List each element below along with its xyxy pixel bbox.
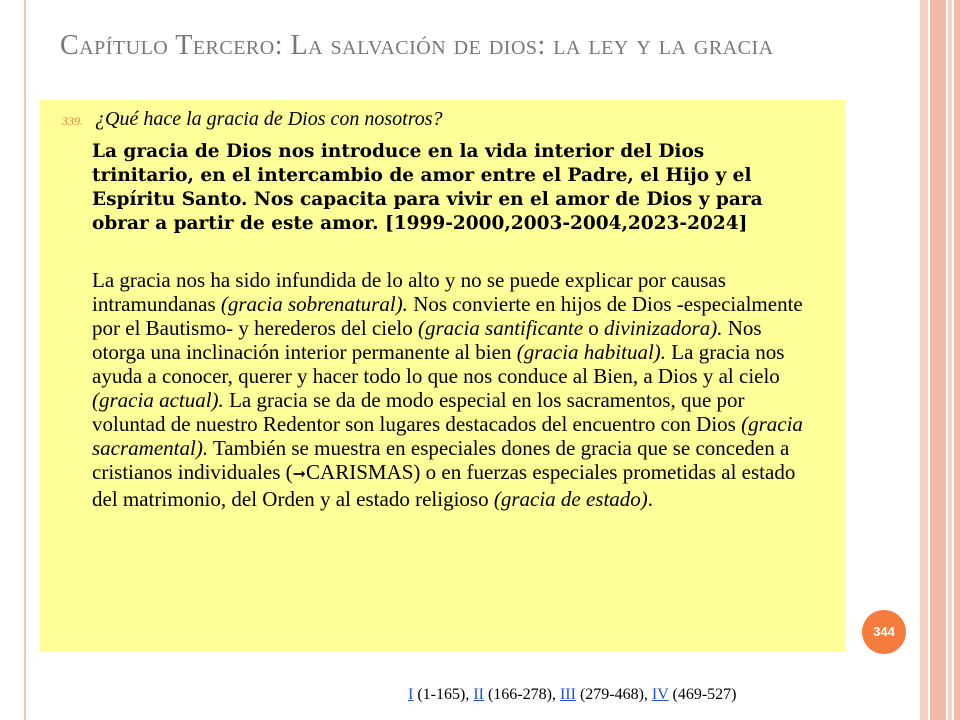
- answer-body: La gracia nos ha sido infundida de lo alto y no se puede explicar por causas intramundanas (gracia sobrenatural). Nos convierte en hijos de Dios -especialmente por el Bautismo- y herederos del cielo (gracia santificante o divinizadora). Nos otorga una inclinación interior permanente al bien (gracia habitual). La gracia nos ayuda a conocer, querer y hacer todo lo que nos conduce al Bien, a Dios y al cielo (gracia actual). La gracia se da de modo especial en los sacramentos, que por voluntad de nuestro Redentor son lugares destacados del encuentro con Dios (gracia sacramental). También se muestra en especiales dones de gracia que se conceden a cristianos individuales (➞CARISMAS) o en fuerzas especiales prometidas al estado del matrimonio, del Orden y al estado religioso (gracia de estado).: [92, 268, 803, 511]
- left-border-line: [24, 0, 26, 720]
- part-links-footer: I (1-165), II (166-278), III (279-468), IV (469-527): [408, 686, 737, 703]
- question-text: ¿Qué hace la gracia de Dios con nosotros?: [95, 108, 443, 130]
- part-link-i[interactable]: I: [408, 686, 414, 703]
- question-number: 339.: [62, 114, 83, 128]
- page-number-badge: 344: [862, 610, 906, 654]
- decorative-stripes: [920, 0, 960, 720]
- arrow-right-icon: ➞: [292, 466, 307, 483]
- part-link-iii[interactable]: III: [559, 686, 576, 703]
- part-link-ii[interactable]: II: [473, 686, 484, 703]
- slide-title: Capítulo Tercero: La salvación de dios: la ley y la gracia: [60, 30, 774, 61]
- part-link-iv[interactable]: IV: [651, 686, 669, 703]
- question: [62, 108, 443, 131]
- answer-summary: La gracia de Dios nos introduce en la vida interior del Dios trinitario, en el intercambio de amor entre el Padre, el Hijo y el Espíritu Santo. Nos capacita para vivir en el amor de Dios y para obrar a partir de este amor. [1999-2000,2003-2004,2023-2024]: [92, 141, 763, 234]
